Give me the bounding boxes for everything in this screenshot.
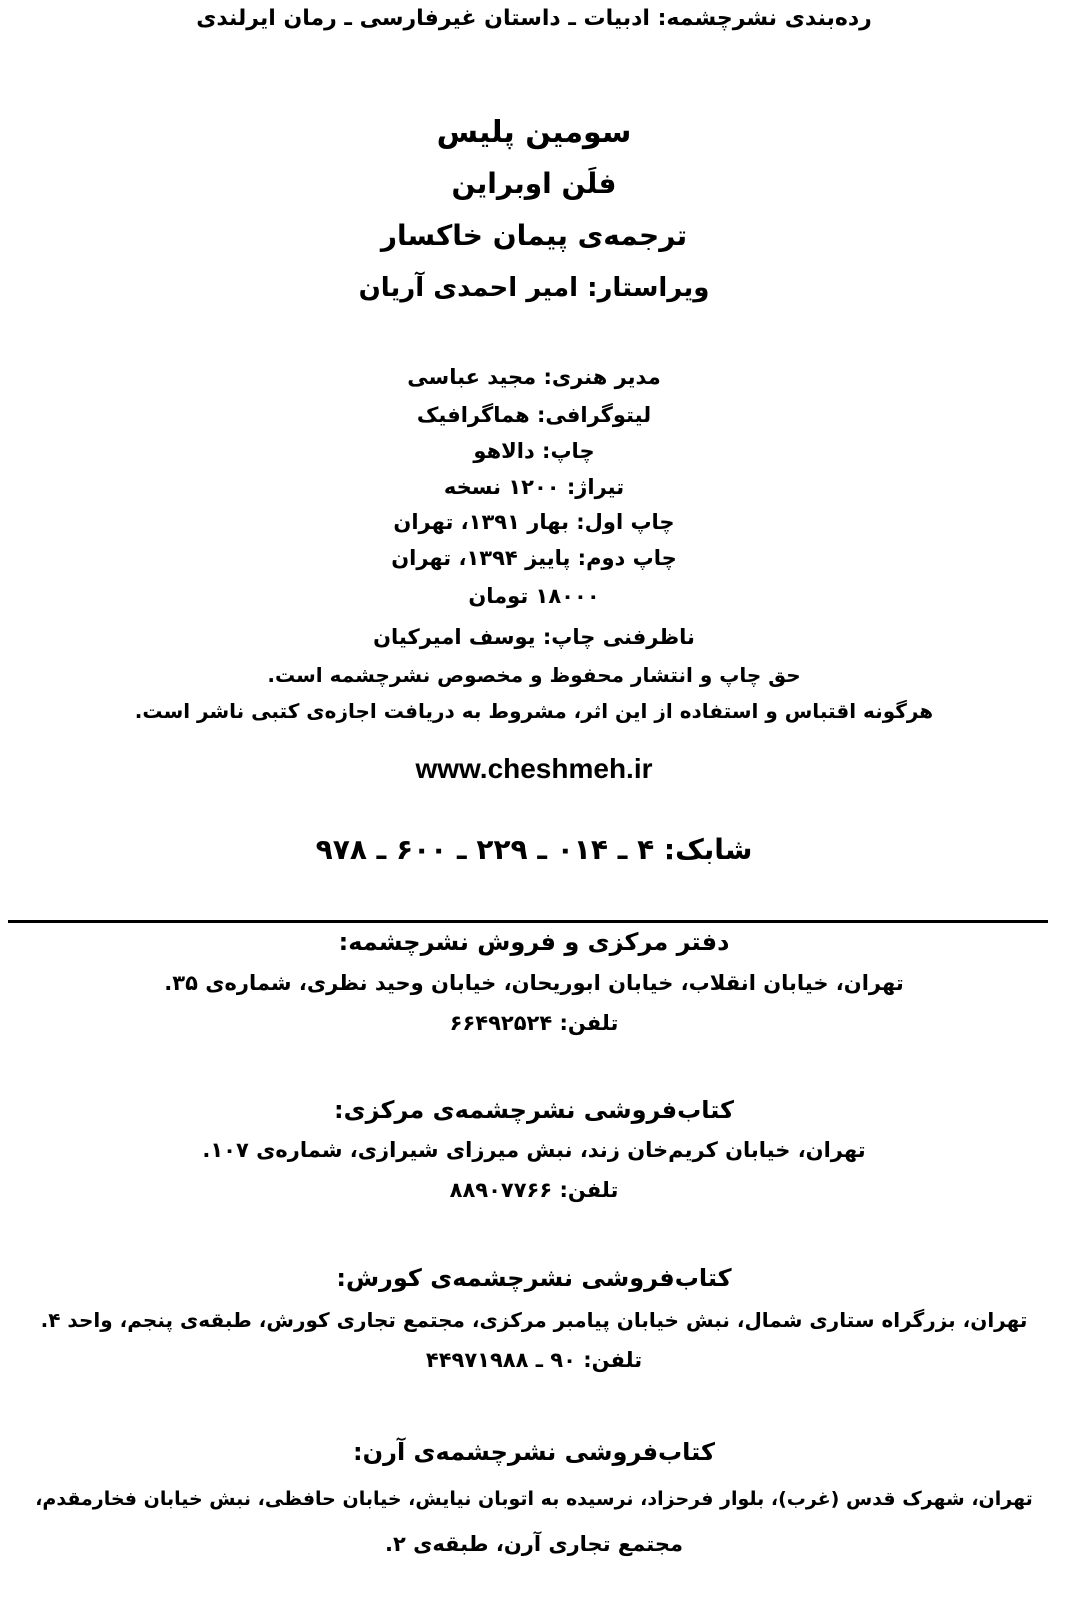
technical-supervisor-line: ناظرفنی چاپ: یوسف امیرکیان [373,625,695,649]
author-name: فلَن اوبراین [451,167,617,200]
copyright-notice: حق چاپ و انتشار محفوظ و مخصوص نشرچشمه است. [267,663,801,687]
kourosh-bookstore-heading: کتاب‌فروشی نشرچشمه‌ی کورش: [336,1264,732,1292]
art-director-line: مدیر هنری: مجید عباسی [407,365,661,389]
website-link[interactable]: www.cheshmeh.ir [415,753,653,784]
kourosh-bookstore-address: تهران، بزرگراه ستاری شمال، نبش خیابان پیامبر مرکزی، مجتمع تجاری کورش، طبقه‌ی پنجم، واحد ۴. [40,1308,1028,1332]
lithography-line: لیتوگرافی: هماگرافیک [416,403,652,427]
second-edition-line: چاپ دوم: پاییز ۱۳۹۴، تهران [391,546,677,570]
aren-bookstore-address-line-1: تهران، شهرک قدس (غرب)، بلوار فرحزاد، نرسیده به اتوبان نیایش، خیابان حافظی، نبش خیابان فخارمقدم، [35,1488,1033,1510]
first-edition-line: چاپ اول: بهار ۱۳۹۱، تهران [393,510,675,534]
printing-line: چاپ: دالاهو [473,439,595,463]
central-bookstore-address: تهران، خیابان کریم‌خان زند، نبش میرزای شیرازی، شماره‌ی ۱۰۷. [202,1138,866,1162]
aren-bookstore-address-line-2: مجتمع تجاری آرن، طبقه‌ی ۲. [384,1532,684,1556]
editor-line: ویراستار: امیر احمدی آریان [358,273,710,303]
price-line: ۱۸۰۰۰ تومان [468,584,600,608]
classification-line: رده‌بندی نشرچشمه: ادبیات ـ داستان غیرفارسی ـ رمان ایرلندی [196,6,872,31]
head-office-address: تهران، خیابان انقلاب، خیابان ابوریحان، خیابان وحید نظری، شماره‌ی ۳۵. [164,971,904,995]
head-office-phone: تلفن: ۶۶۴۹۲۵۲۴ [449,1011,619,1035]
section-divider [8,920,1048,923]
usage-notice: هرگونه اقتباس و استفاده از این اثر، مشروط به دریافت اجازه‌ی کتبی ناشر است. [134,699,934,723]
head-office-heading: دفتر مرکزی و فروش نشرچشمه: [338,928,730,956]
central-bookstore-heading: کتاب‌فروشی نشرچشمه‌ی مرکزی: [333,1096,735,1124]
print-run-line: تیراژ: ۱۲۰۰ نسخه [443,475,625,499]
isbn-line: شابک: ۴ ـ ۰۱۴ ـ ۲۲۹ ـ ۶۰۰ ـ ۹۷۸ [315,833,753,866]
kourosh-bookstore-phone: تلفن: ۹۰ ـ ۴۴۹۷۱۹۸۸ [425,1348,643,1372]
translator-line: ترجمه‌ی پیمان خاکسار [380,219,688,252]
book-title: سومین پلیس [436,115,632,150]
central-bookstore-phone: تلفن: ۸۸۹۰۷۷۶۶ [449,1178,619,1202]
aren-bookstore-heading: کتاب‌فروشی نشرچشمه‌ی آرن: [353,1438,715,1466]
